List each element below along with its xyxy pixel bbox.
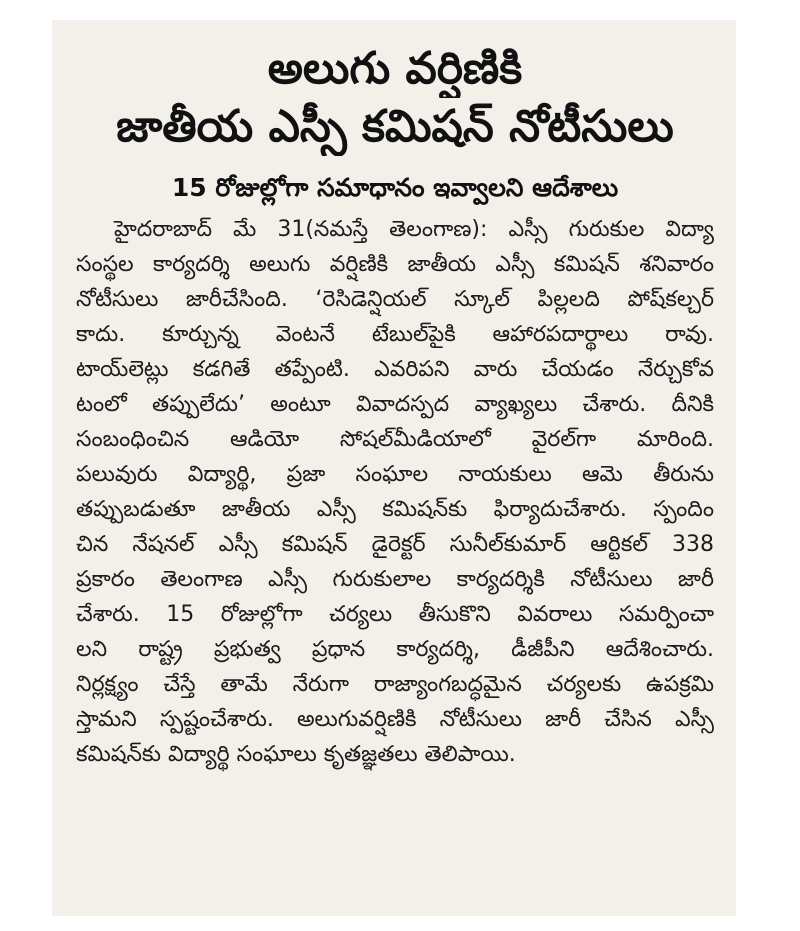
body-line: హైదరాబాద్ మే 31(నమస్తే తెలంగాణ): ఎస్సీ గురుకుల విద్యా xyxy=(114,217,714,242)
body-line: పలువురు విద్యార్థి, ప్రజా సంఘాల నాయకులు ఆమె తీరును xyxy=(76,462,714,487)
body-line: టంలో తప్పులేదు’ అంటూ వివాదస్పద వ్యాఖ్యలు చేశారు. దీనికి xyxy=(76,392,714,417)
article-body xyxy=(76,212,714,772)
body-line: సంస్థల కార్యదర్శి అలుగు వర్షిణికి జాతీయ ఎస్సీ కమిషన్ శనివారం xyxy=(76,252,714,277)
headline-line: జాతీయ ఎస్సీ కమిషన్ నోటీసులు xyxy=(116,101,674,152)
newspaper-clipping xyxy=(52,20,736,916)
body-line: తప్పుబడుతూ జాతీయ ఎస్సీ కమిషన్‌కు ఫిర్యాదుచేశారు. స్పందిం xyxy=(76,497,714,522)
body-line: సంబంధించిన ఆడియో సోషల్‌మీడియాలో వైరల్‌గా మారింది. xyxy=(76,427,714,452)
body-line: కమిషన్‌కు విద్యార్థి సంఘాలు కృతజ్ఞతలు తెలిపాయి. xyxy=(76,742,516,767)
body-line: ప్రకారం తెలంగాణ ఎస్సీ గురుకులాల కార్యదర్శికి నోటీసులు జారీ xyxy=(76,567,714,592)
body-line: స్తామని స్పష్టంచేశారు. అలుగువర్షిణికి నోటీసులు జారీ చేసిన ఎస్సీ xyxy=(76,707,714,732)
body-line: టాయ్‌లెట్లు కడగితే తప్పేంటి. ఎవరిపని వారు చేయడం నేర్చుకోవ xyxy=(76,357,714,382)
subheadline: 15 రోజుల్లోగా సమాధానం ఇవ్వాలని ఆదేశాలు xyxy=(171,173,619,202)
body-line: నోటీసులు జారీచేసింది. ‘రెసిడెన్షియల్ స్కూల్ పిల్లలది పోష్‌కల్చర్ xyxy=(76,287,714,312)
body-line: లని రాష్ట్ర ప్రభుత్వ ప్రధాన కార్యదర్శి, డీజీపీని ఆదేశించారు. xyxy=(76,637,714,662)
body-line: నిర్లక్ష్యం చేస్తే తామే నేరుగా రాజ్యాంగబద్ధమైన చర్యలకు ఉపక్రమి xyxy=(76,672,714,697)
body-line: చేశారు. 15 రోజుల్లోగా చర్యలు తీసుకొని వివరాలు సమర్పించా xyxy=(76,602,714,627)
body-line: కాదు. కూర్చున్న వెంటనే టేబుల్‌పైకి ఆహారపదార్థాలు రావు. xyxy=(76,322,714,347)
body-line: చిన నేషనల్ ఎస్సీ కమిషన్ డైరెక్టర్ సునీల్‌కుమార్ ఆర్టికల్ 338 xyxy=(76,532,714,557)
headline xyxy=(76,40,714,156)
headline-line: అలుగు వర్షిణికి xyxy=(267,43,523,94)
